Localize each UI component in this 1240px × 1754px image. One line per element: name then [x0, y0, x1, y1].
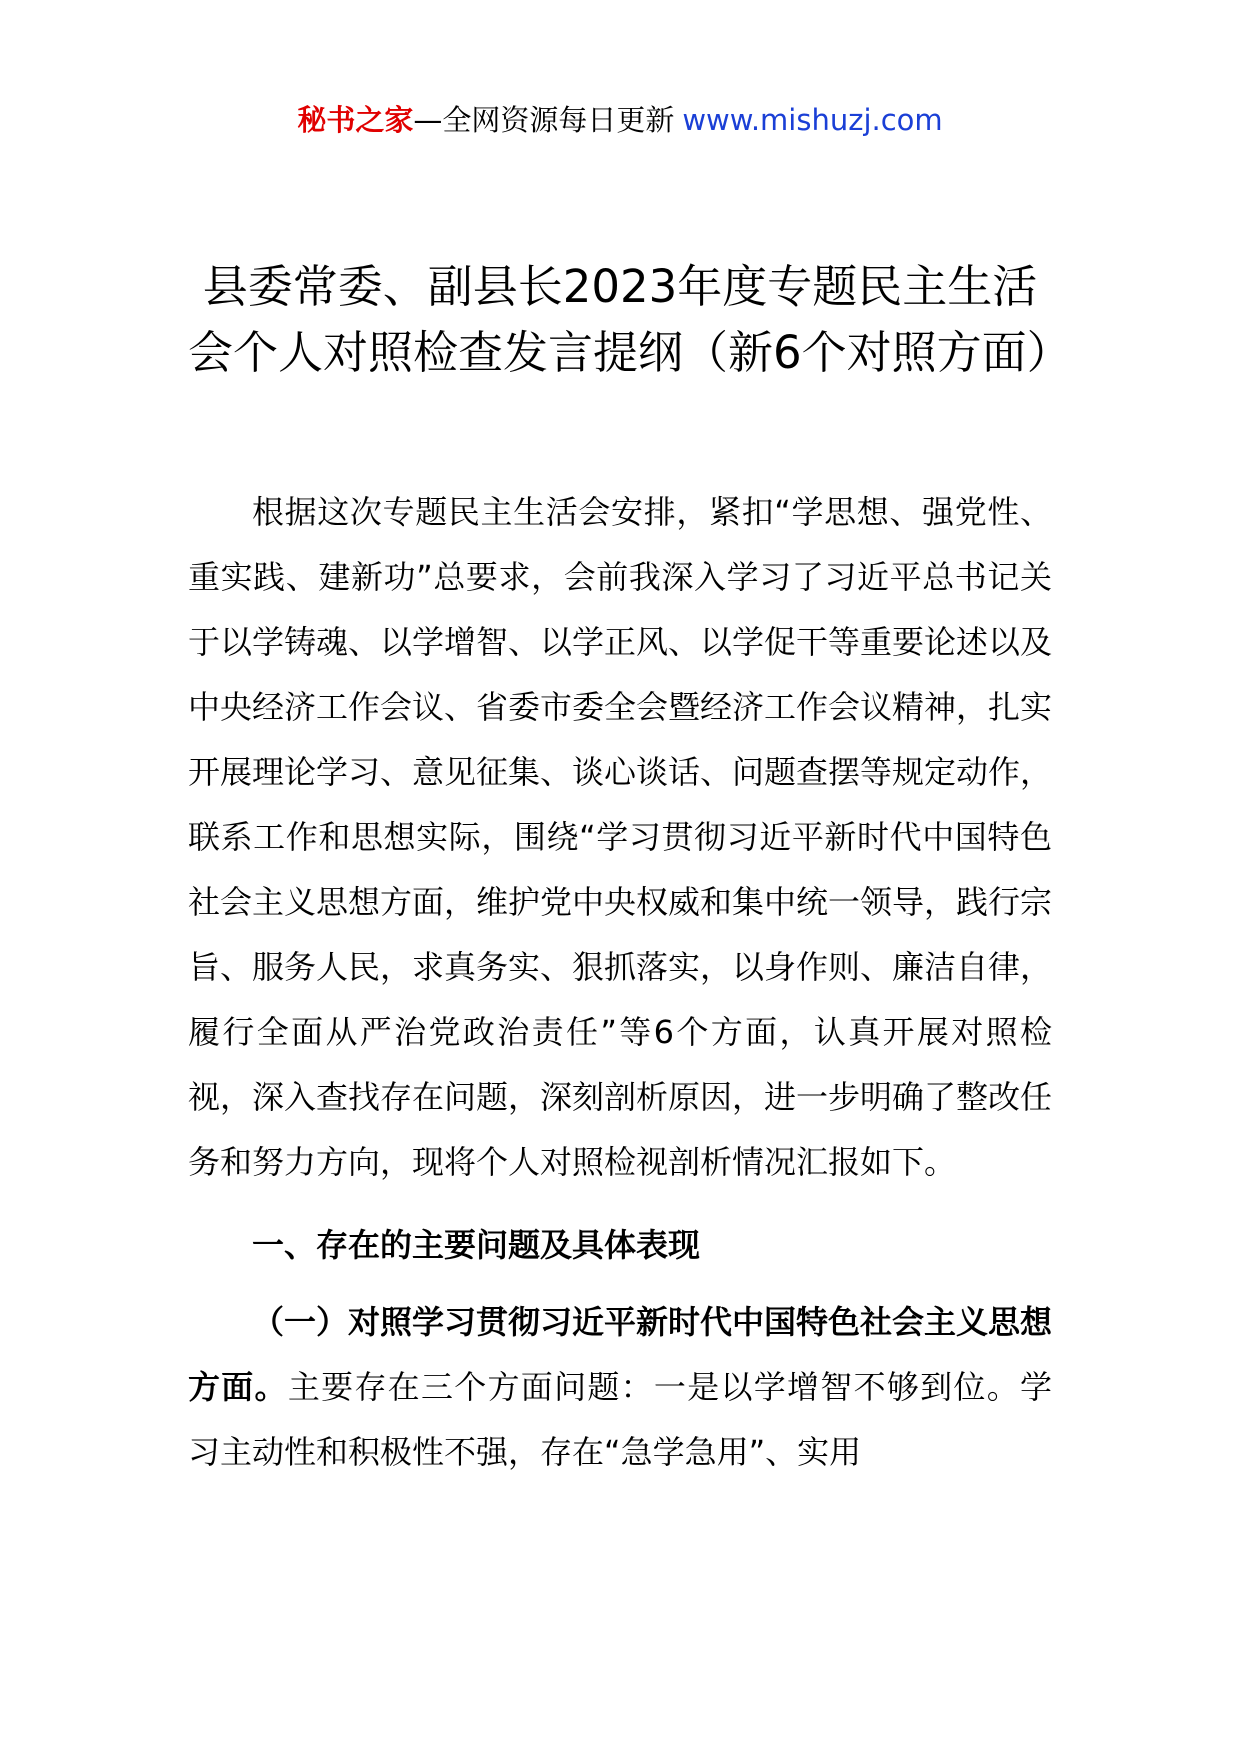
- subsection-1: [188, 1290, 1052, 1485]
- site-header: [0, 100, 1240, 140]
- brand-name: 秘书之家: [297, 103, 414, 137]
- section-heading-1: 一、存在的主要问题及具体表现: [252, 1226, 701, 1264]
- site-url-link[interactable]: www.mishuzj.com: [682, 103, 943, 137]
- header-tagline: —全网资源每日更新: [413, 103, 675, 137]
- document-title: 县委常委、副县长2023年度专题民主生活会个人对照检查发言提纲（新6个对照方面）: [188, 260, 1072, 379]
- subsection-1-text: 主要存在三个方面问题：一是以学增智不够到位。学习主动性和积极性不强，存在“急学急用”、实用: [188, 1368, 1052, 1471]
- document-body: [188, 480, 1052, 1485]
- subsection-1-lead: （一）对照学习贯彻习近平新时代中国特色社会主义思想方面。: [188, 1303, 1053, 1406]
- intro-paragraph: 根据这次专题民主生活会安排，紧扣“学思想、强党性、重实践、建新功”总要求，会前我深入学习了习近平总书记关于以学铸魂、以学增智、以学正风、以学促干等重要论述以及中央经济工作会议、省委市委全会暨经济工作会议精神，扎实开展理论学习、意见征集、谈心谈话、问题查摆等规定动作，联系工作和思想实际，围绕“学习贯彻习近平新时代中国特色社会主义思想方面，维护党中央权威和集中统一领导，践行宗旨、服务人民，求真务实、狠抓落实，以身作则、廉洁自律，履行全面从严治党政治责任”等6个方面，认真开展对照检视，深入查找存在问题，深刻剖析原因，进一步明确了整改任务和努力方向，现将个人对照检视剖析情况汇报如下。: [188, 493, 1053, 1181]
